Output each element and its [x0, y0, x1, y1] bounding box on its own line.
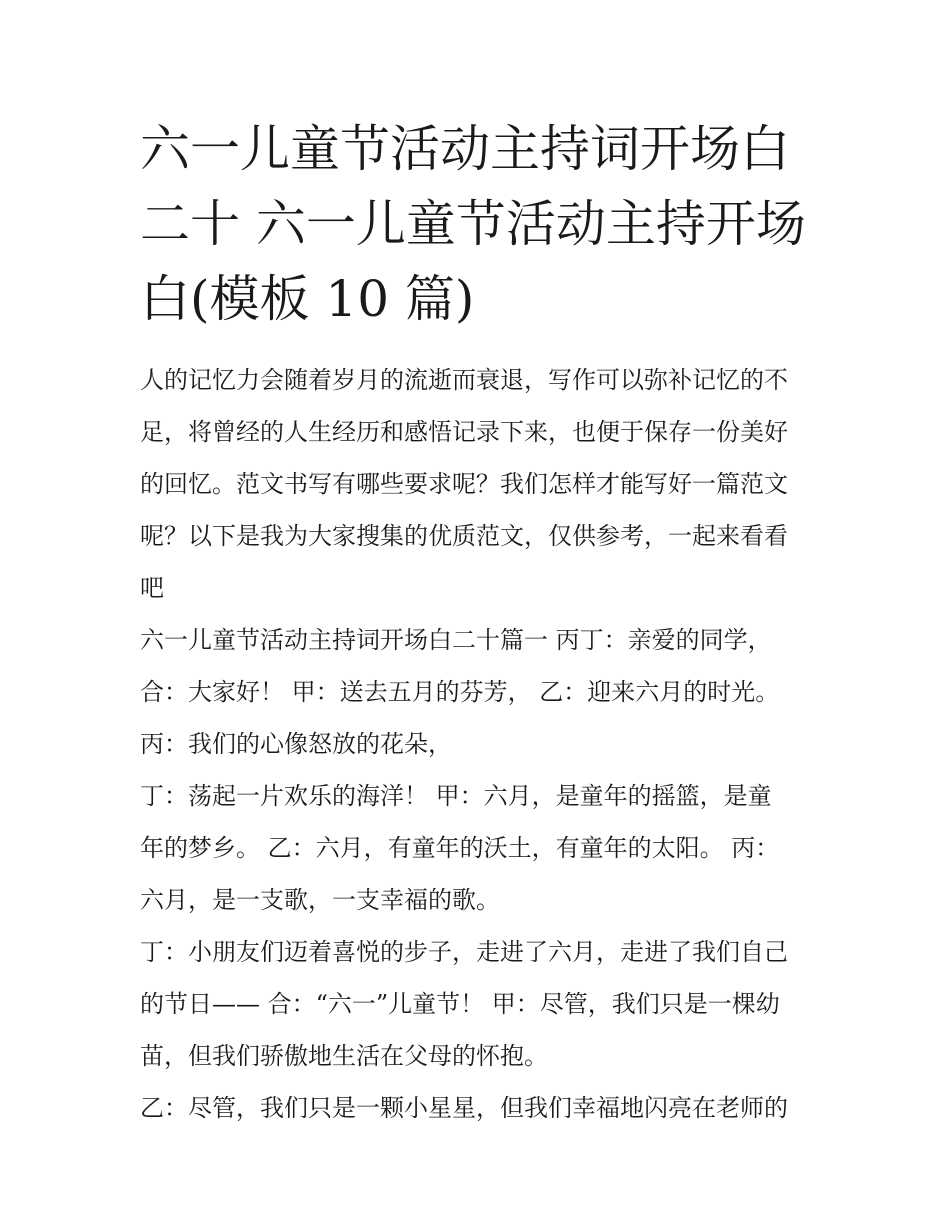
title-line: 白(模板 10 篇) [140, 270, 475, 328]
body-line: 乙：尽管，我们只是一颗小星星，但我们幸福地闪亮在老师的 [140, 1094, 788, 1122]
body-line: 合：大家好！ 甲：送去五月的芬芳， 乙：迎来六月的时光。 [140, 678, 780, 706]
body-line: 六一儿童节活动主持词开场白二十篇一 丙丁：亲爱的同学， [140, 626, 772, 654]
body-line: 吧 [140, 574, 164, 602]
title-line: 二十 六一儿童节活动主持开场 [140, 195, 806, 253]
body-line: 呢？以下是我为大家搜集的优质范文，仅供参考，一起来看看 [140, 522, 788, 550]
body-line: 苗，但我们骄傲地生活在父母的怀抱。 [140, 1042, 548, 1070]
body-line: 的节日—— 合：“六一”儿童节！ 甲：尽管，我们只是一棵幼 [140, 990, 780, 1018]
body-line: 人的记忆力会随着岁月的流逝而衰退，写作可以弥补记忆的不 [140, 366, 788, 394]
body-line: 的回忆。范文书写有哪些要求呢？我们怎样才能写好一篇范文 [140, 470, 788, 498]
document-title [140, 112, 820, 337]
body-line: 丁：小朋友们迈着喜悦的步子，走进了六月，走进了我们自己 [140, 938, 788, 966]
body-line: 丙：我们的心像怒放的花朵， [140, 730, 452, 758]
title-line: 六一儿童节活动主持词开场白 [140, 120, 790, 178]
document-body [140, 354, 820, 1134]
body-line: 六月，是一支歌，一支幸福的歌。 [140, 886, 500, 914]
body-line: 足，将曾经的人生经历和感悟记录下来，也便于保存一份美好 [140, 418, 788, 446]
body-line: 年的梦乡。 乙：六月，有童年的沃土，有童年的太阳。 丙： [140, 834, 780, 862]
body-line: 丁：荡起一片欢乐的海洋！ 甲：六月，是童年的摇篮，是童 [140, 782, 772, 810]
